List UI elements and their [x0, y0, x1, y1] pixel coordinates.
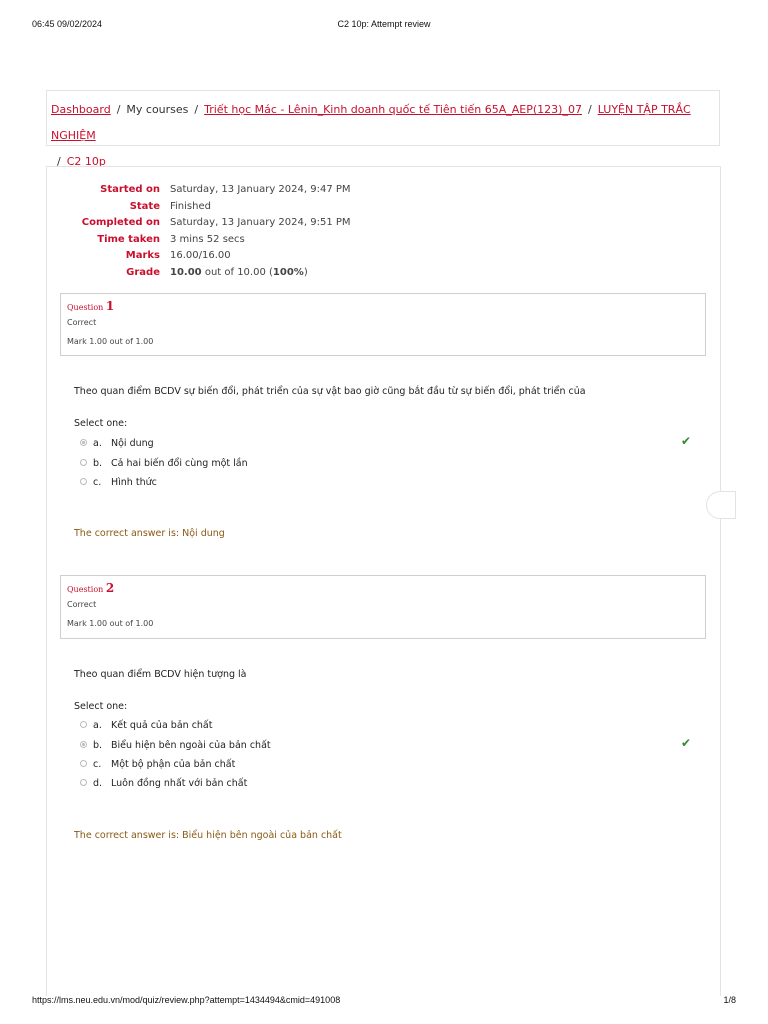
option-text: Hình thức	[111, 477, 157, 488]
question-word: Question	[67, 303, 104, 312]
breadcrumb	[46, 90, 720, 168]
summary-value: Saturday, 13 January 2024, 9:47 PM	[170, 184, 351, 195]
summary-label: Grade	[126, 266, 160, 278]
question-state: Correct	[67, 318, 97, 327]
question-info	[60, 293, 706, 356]
summary-label: State	[129, 200, 160, 212]
question-state: Correct	[67, 600, 97, 609]
radio-icon[interactable]	[80, 741, 87, 748]
question-number	[67, 581, 699, 595]
summary-row-completed	[48, 215, 351, 232]
answer-option[interactable]	[80, 739, 271, 753]
answer-option[interactable]	[80, 777, 247, 791]
summary-row-marks	[48, 248, 351, 265]
radio-icon[interactable]	[80, 721, 87, 728]
select-one-label: Select one:	[74, 701, 128, 712]
grade-percent: 100%	[272, 266, 304, 278]
print-header	[32, 19, 736, 33]
option-letter: a.	[93, 438, 102, 449]
print-datetime: 06:45 09/02/2024	[32, 19, 103, 29]
summary-value	[170, 267, 308, 278]
option-text: Cả hai biến đổi cùng một lần	[111, 458, 248, 469]
check-icon: ✔	[681, 736, 692, 750]
option-letter: b.	[93, 458, 103, 469]
attempt-summary	[48, 182, 351, 282]
option-letter: c.	[93, 477, 102, 488]
question-word: Question	[67, 585, 104, 594]
breadcrumb-dashboard-link[interactable]: Dashboard	[51, 103, 111, 116]
question-mark: Mark 1.00 out of 1.00	[67, 337, 154, 346]
option-letter: a.	[93, 720, 102, 731]
grade-end: )	[303, 266, 308, 278]
breadcrumb-quiz-link[interactable]: C2 10p	[66, 155, 106, 168]
check-icon: ✔	[681, 434, 692, 448]
option-letter: d.	[93, 778, 103, 789]
radio-icon[interactable]	[80, 478, 87, 485]
radio-icon[interactable]	[80, 459, 87, 466]
question-number-value: 2	[105, 581, 115, 595]
summary-value: 3 mins 52 secs	[170, 233, 245, 245]
summary-row-grade	[48, 265, 351, 282]
question-number-value: 1	[105, 299, 115, 313]
select-one-label: Select one:	[74, 418, 128, 429]
option-text: Luôn đồng nhất với bản chất	[111, 778, 248, 789]
print-footer	[32, 995, 736, 1009]
grade-score: 10.00	[170, 266, 202, 278]
summary-row-state	[48, 199, 351, 216]
answer-option[interactable]	[80, 758, 235, 772]
option-text: Biểu hiện bên ngoài của bản chất	[111, 740, 271, 751]
answer-option[interactable]	[80, 476, 157, 490]
breadcrumb-course-link[interactable]: Triết học Mác - Lênin_Kinh doanh quốc tế Tiên tiến 65A_AEP(123)_07	[204, 103, 582, 116]
breadcrumb-section-link[interactable]: LUYỆN TẬP TRẮC NGHIỆM	[51, 103, 691, 142]
answer-option[interactable]	[80, 719, 212, 733]
option-text: Nội dung	[111, 438, 154, 449]
grade-middle: out of 10.00 (	[201, 266, 273, 278]
breadcrumb-separator: /	[116, 103, 121, 116]
answer-option[interactable]	[80, 437, 154, 451]
summary-value: Saturday, 13 January 2024, 9:51 PM	[170, 217, 351, 229]
option-letter: c.	[93, 759, 102, 770]
answer-option[interactable]	[80, 457, 248, 471]
print-url: https://lms.neu.edu.vn/mod/quiz/review.php?attempt=1434494&cmid=491008	[32, 995, 341, 1005]
summary-label: Started on	[100, 184, 160, 195]
drawer-toggle[interactable]	[706, 491, 736, 519]
print-title: C2 10p: Attempt review	[337, 19, 431, 29]
correct-answer-feedback: The correct answer is: Biểu hiện bên ngoài của bản chất	[74, 830, 342, 841]
option-text: Một bộ phận của bản chất	[111, 759, 236, 770]
radio-icon[interactable]	[80, 779, 87, 786]
question-text: Theo quan điểm BCDV hiện tượng là	[74, 669, 247, 680]
breadcrumb-separator: /	[194, 103, 199, 116]
summary-value: 16.00/16.00	[170, 250, 231, 262]
radio-icon[interactable]	[80, 760, 87, 767]
summary-label: Completed on	[81, 217, 160, 229]
option-text: Kết quả của bản chất	[111, 720, 213, 731]
summary-row-time	[48, 232, 351, 249]
summary-label: Time taken	[97, 233, 160, 245]
question-info	[60, 575, 706, 639]
breadcrumb-separator: /	[57, 155, 61, 168]
radio-icon[interactable]	[80, 439, 87, 446]
question-text: Theo quan điểm BCDV sự biến đổi, phát triển của sự vật bao giờ cũng bắt đầu từ sự biến đổi, phát triển của	[74, 386, 586, 397]
breadcrumb-separator: /	[587, 103, 592, 116]
summary-label: Marks	[125, 250, 160, 262]
summary-row-started	[48, 182, 351, 199]
summary-value: Finished	[170, 200, 211, 212]
question-mark: Mark 1.00 out of 1.00	[67, 619, 154, 628]
question-number	[67, 299, 699, 313]
breadcrumb-my-courses[interactable]: My courses	[126, 103, 189, 116]
correct-answer-feedback: The correct answer is: Nội dung	[74, 528, 225, 539]
print-page-number: 1/8	[723, 995, 736, 1005]
option-letter: b.	[93, 740, 103, 751]
